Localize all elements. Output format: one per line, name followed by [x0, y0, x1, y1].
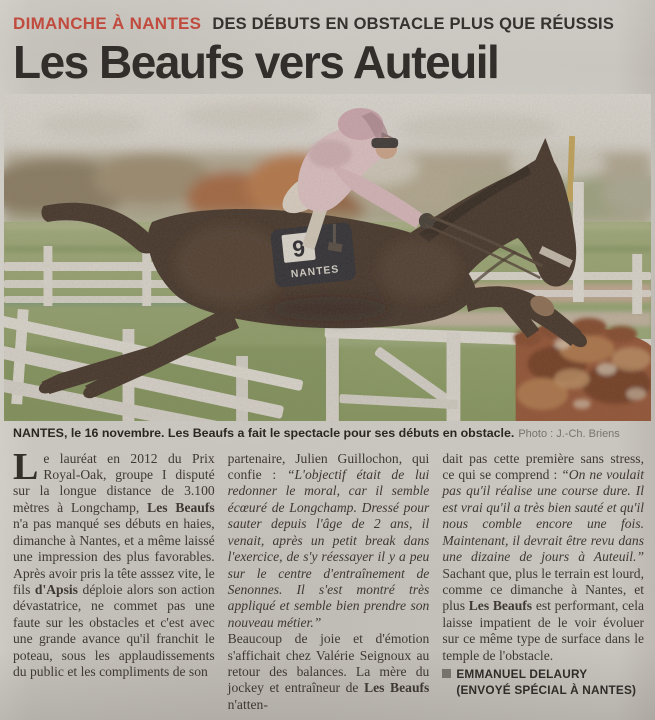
text-run: est performant, cela laisse impatient de le voir évoluer sur ce même type de surface dans le temple de l'obstacle.: [442, 598, 645, 663]
text-run: n'atten-: [227, 696, 268, 712]
article-column-1: [13, 445, 215, 714]
article-column-2: [228, 451, 430, 714]
text-run: Beaucoup de joie et d'émotion s'affichait chez Valérie Seignoux au retour des balances. La mère du jockey et entraîneur de: [227, 631, 430, 696]
column-text: [228, 451, 430, 714]
column-text: [13, 445, 215, 681]
caption-credit: Photo : J.-Ch. Briens: [518, 427, 620, 440]
text-run: partenaire, Julien Guillochon, qui confie :: [227, 450, 430, 483]
kicker: [13, 14, 644, 34]
kicker-highlight: DIMANCHE À NANTES: [13, 14, 202, 33]
text-run: “L'objectif était de lui redonner le moral, car il semble écœuré de Longchamp. Dressé pour sauter depuis l'âge de 2 ans, il venait, après un petit break dans l'exercice, de s'y réessayer il y a peu sur le centre d'entraînement de Senonnes. Il s'est montré très appliqué et semble bien prendre son nouveau métier.”: [227, 467, 430, 630]
text-run: n'a pas manqué ses débuts en haies, dimanche à Nantes, et a même laissé une impression des plus favorables. Après avoir pris la tête asssez vite, le fils: [13, 516, 215, 597]
byline-role: (ENVOYÉ SPÉCIAL À NANTES): [456, 683, 637, 698]
photo-caption: [13, 426, 644, 442]
kicker-subtitle: DES DÉBUTS EN OBSTACLE PLUS QUE RÉUSSIS: [212, 15, 615, 33]
photo-grain: [4, 94, 651, 421]
byline: [442, 666, 644, 699]
text-run: “On ne voulait pas qu'il réalise une course dure. Il est vrai qu'il a très bien sauté et qu'il nous comble encore une fois. Maintenant, il devrait être revu dans une dizaine de jours à Auteuil.”: [442, 467, 645, 565]
text-run: e lauréat en 2012 du Prix Royal-Oak, groupe I disputé sur la longue distance de 3.100 mètres à Longchamp,: [13, 450, 215, 515]
text-run: Sachant que, plus le terrain est lourd, comme ce dimanche à Nantes, et plus: [442, 565, 645, 614]
text-run: Les Beaufs: [468, 598, 533, 614]
caption-text: NANTES, le 16 novembre. Les Beaufs a fait le spectacle pour ses débuts en obstacle.: [13, 425, 515, 440]
text-run: Les Beaufs: [364, 680, 430, 696]
text-run: d'Apsis: [34, 581, 78, 597]
text-run: dait pas cette première sans stress, ce qui se comprend :: [442, 450, 645, 483]
article-column-3: [442, 451, 644, 714]
drop-cap: L: [13, 445, 39, 488]
article-body: [13, 445, 645, 714]
text-run: déploie alors son action dévastatrice, ne commet pas une faute sur les obstacles et c'est avec une grande avance qu'il franchit le poteau, sous les applaudissements du public et les compliments de son: [13, 581, 215, 679]
text-run: Les Beaufs: [147, 499, 215, 515]
race-photo: [4, 94, 651, 421]
page-title: Les Beaufs vers Auteuil: [13, 36, 499, 88]
column-text: [442, 451, 644, 664]
byline-name: EMMANUEL DELAURY: [456, 666, 588, 681]
race-photo-illustration: [4, 94, 651, 421]
byline-square-icon: [442, 669, 451, 678]
